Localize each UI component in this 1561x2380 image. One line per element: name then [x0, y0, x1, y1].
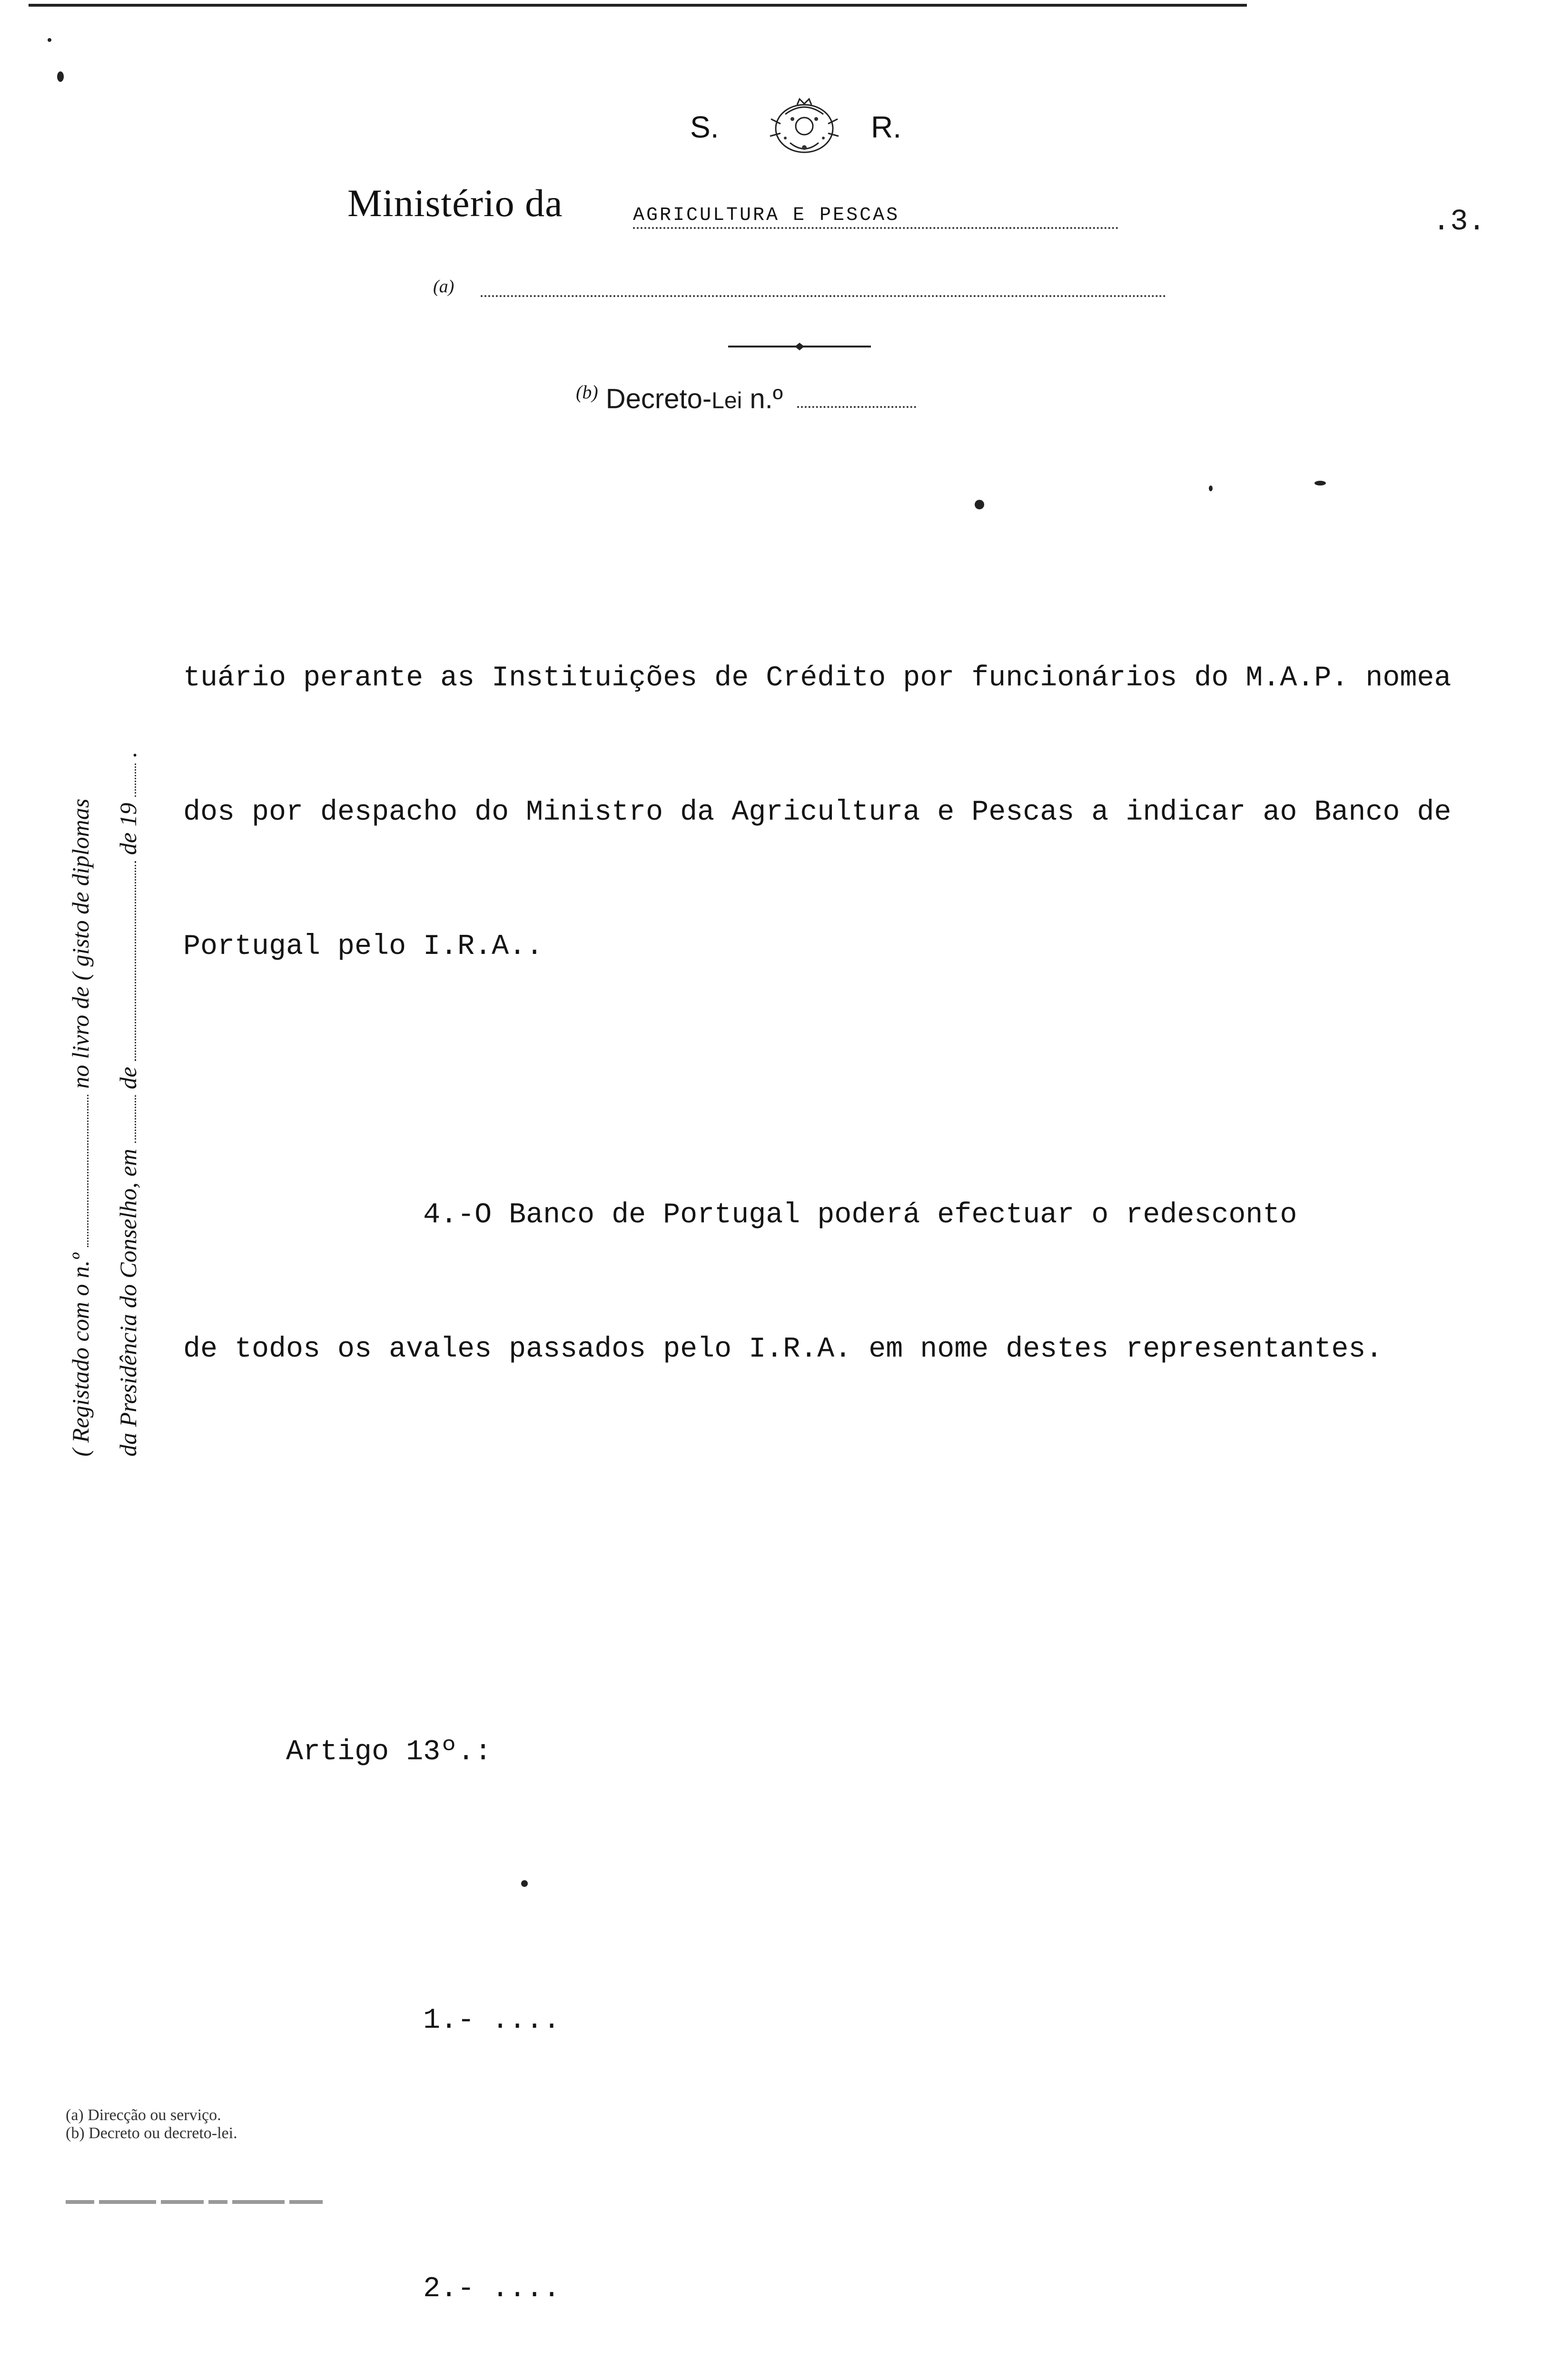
margin-note-paren-2: ( [67, 972, 94, 981]
letterhead-r: R. [871, 110, 901, 144]
printer-imprint-texture [66, 2195, 494, 2210]
body-line: 4.-O Banco de Portugal poderá efectuar o redesconto [183, 1199, 1297, 1231]
footnotes [66, 2106, 637, 2142]
margin-note-paren: ( [67, 1448, 94, 1457]
letterhead-s: S. [690, 110, 719, 144]
service-line-blank [481, 295, 1166, 297]
margin-note-year: de 19 [115, 803, 141, 855]
margin-note-day-blank [135, 1095, 136, 1143]
scan-speck [1314, 481, 1326, 486]
service-line-marker: (a) [433, 277, 454, 297]
footnote-a: (a) Direcção ou serviço. [66, 2106, 221, 2124]
decree-line [576, 381, 1028, 424]
body-line [183, 1596, 1497, 1640]
body-line [183, 1059, 1497, 1103]
page-number: .3. [1433, 205, 1486, 238]
letterhead [681, 95, 947, 162]
top-rule [29, 4, 1247, 7]
decree-number-label: n.º [750, 383, 783, 415]
margin-note-month-blank [135, 861, 136, 1061]
decree-sub-label: Lei [711, 388, 742, 414]
decree-marker: (b) [576, 381, 598, 403]
margin-note-de: de [115, 1067, 141, 1090]
registration-margin-note [67, 571, 162, 1457]
margin-note-number-blank [87, 1095, 89, 1247]
scan-speck [57, 71, 64, 82]
ministry-name: AGRICULTURA E PESCAS [633, 205, 1118, 229]
article-heading: Artigo 13º.: [183, 1736, 492, 1768]
body-line: Portugal pelo I.R.A.. [183, 931, 543, 963]
decree-label: Decreto- [605, 383, 712, 415]
divider-ornament [728, 342, 871, 351]
margin-note-row-2 [114, 752, 142, 1457]
service-line [433, 276, 1166, 305]
body-line: dos por despacho do Ministro da Agricultura e Pescas a indicar ao Banco de [183, 796, 1452, 829]
footnote-b: (b) Decreto ou decreto-lei. [66, 2124, 237, 2142]
margin-note-livro: no livro de [67, 986, 94, 1089]
scan-speck [975, 500, 984, 509]
decree-number-blank [797, 406, 916, 408]
margin-note-dot: . [115, 751, 141, 758]
scan-speck [48, 38, 51, 42]
body-line: de todos os avales passados pelo I.R.A. em nome destes representantes. [183, 1333, 1383, 1366]
ministry-line [347, 181, 1252, 243]
margin-note-registo: gisto de diplomas [67, 798, 94, 967]
scan-speck [1209, 486, 1213, 491]
coat-of-arms-seal [752, 95, 857, 162]
ministry-lead: Ministério da [347, 181, 563, 225]
margin-note-presidencia: da Presidência do Conselho, em [115, 1149, 141, 1457]
margin-note-registado: Registado com o n.º [67, 1253, 94, 1443]
body-line: 2.- .... [183, 2273, 561, 2305]
body-line: 1.- .... [183, 2004, 561, 2037]
body-line [183, 1461, 1497, 1506]
margin-note-row-1 [67, 799, 94, 1457]
margin-note-year-blank [135, 764, 136, 797]
body-line [183, 1864, 1497, 1909]
body-line: tuário perante as Instituições de Crédito por funcionários do M.A.P. nomea [183, 662, 1452, 694]
